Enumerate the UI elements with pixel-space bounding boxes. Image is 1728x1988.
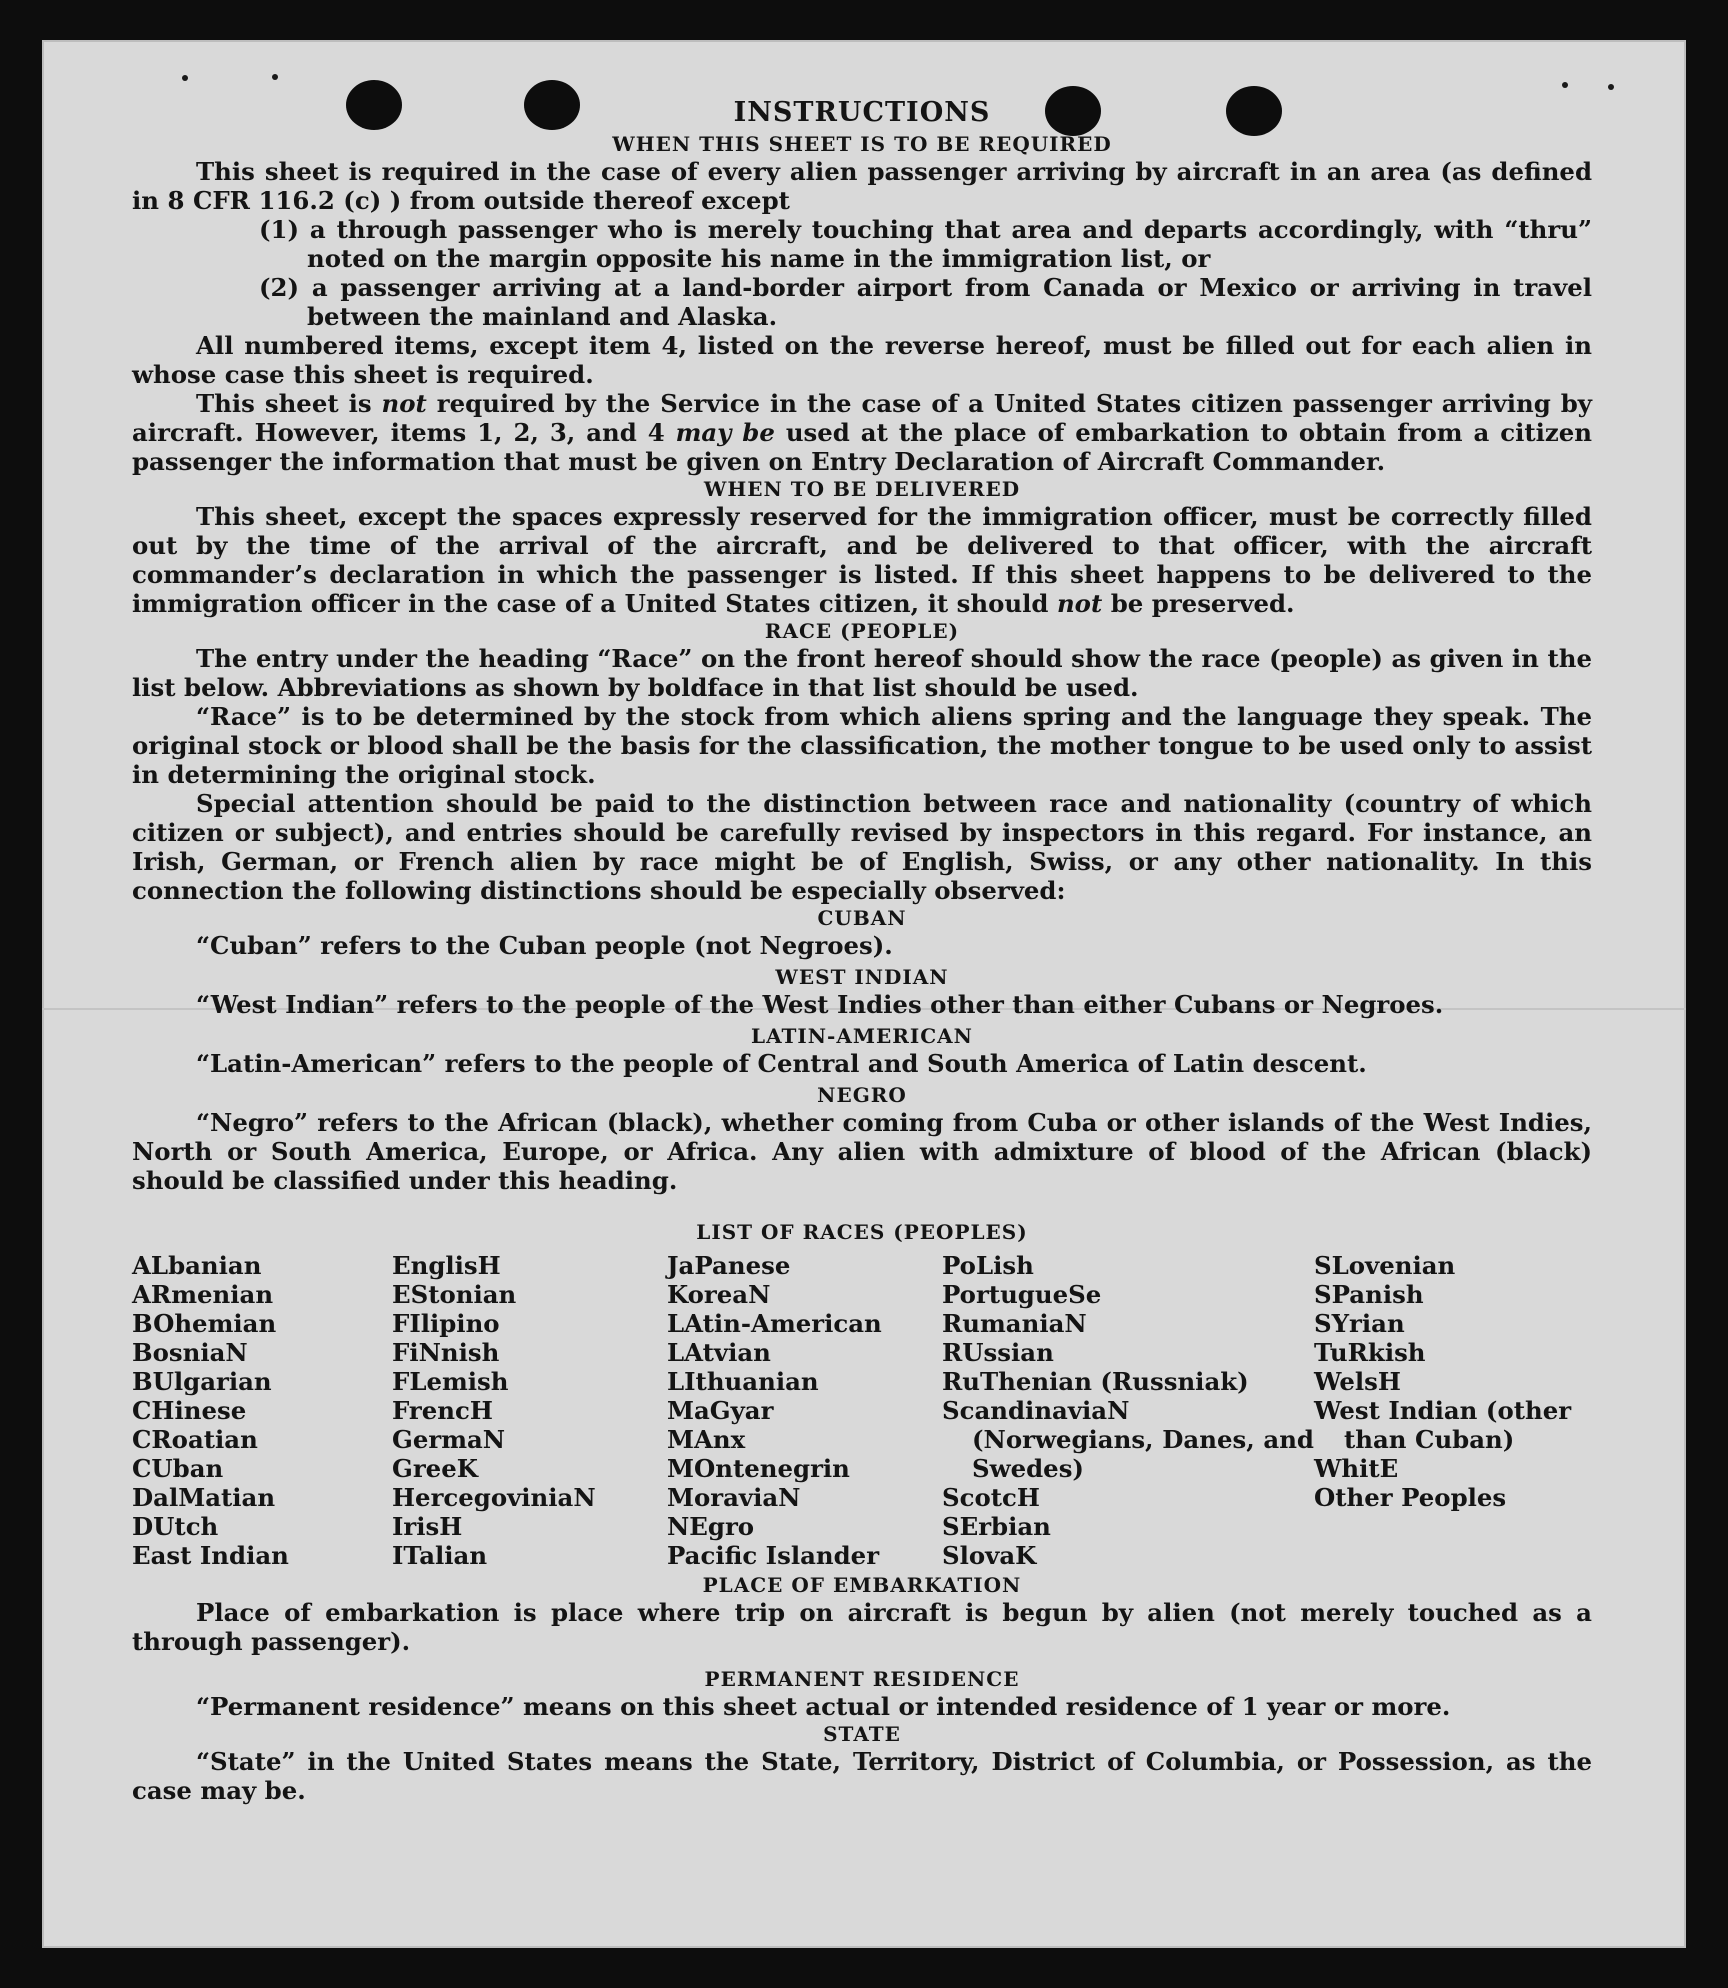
heading-when-required: WHEN THIS SHEET IS TO BE REQUIRED bbox=[612, 132, 1112, 156]
race-item: BUlgarian bbox=[132, 1367, 272, 1396]
place-of-embarkation-text: Place of embarkation is place where trip on aircraft is begun by alien (not merely touched as a through passenger). bbox=[132, 1598, 1592, 1656]
race-item: BosniaN bbox=[132, 1338, 248, 1367]
state-text: “State” in the United States means the State, Territory, District of Columbia, or Possession, as the case may be. bbox=[132, 1747, 1592, 1805]
delivered-text-not: not bbox=[1056, 589, 1103, 618]
race-item: IrisH bbox=[392, 1512, 463, 1541]
page-title: INSTRUCTIONS bbox=[733, 97, 991, 128]
race-item: MOntenegrin bbox=[667, 1454, 850, 1483]
race-item: MaGyar bbox=[667, 1396, 774, 1425]
speck bbox=[272, 74, 278, 80]
race-item: Other Peoples bbox=[1314, 1483, 1507, 1512]
race-item: CUban bbox=[132, 1454, 224, 1483]
race-item: SlovaK bbox=[942, 1541, 1037, 1570]
race-item: DUtch bbox=[132, 1512, 219, 1541]
race-paragraph-1: The entry under the heading “Race” on the front hereof should show the race (people) as given in the list below. Abbreviations as shown by boldface in that list should be used. bbox=[132, 644, 1592, 702]
race-item: ALbanian bbox=[132, 1251, 262, 1280]
race-item: ScandinaviaN (Norwegians, Danes, and Swedes) bbox=[942, 1396, 1314, 1483]
document-sheet bbox=[42, 40, 1686, 1948]
race-item: PoLish bbox=[942, 1251, 1034, 1280]
citizen-text-b: required by the Service in the case of a United States citizen passenger arriving by aircraft. However, items 1, 2, 3, and 4 bbox=[132, 389, 1592, 447]
delivered-text-b: be preserved. bbox=[1110, 589, 1295, 618]
race-item: HercegoviniaN bbox=[392, 1483, 596, 1512]
heading-state: STATE bbox=[823, 1722, 901, 1746]
heading-place-of-embarkation: PLACE OF EMBARKATION bbox=[702, 1573, 1022, 1597]
race-item: SLovenian bbox=[1314, 1251, 1456, 1280]
heading-west-indian: WEST INDIAN bbox=[775, 965, 949, 989]
race-item: DalMatian bbox=[132, 1483, 276, 1512]
citizen-paragraph bbox=[132, 389, 1592, 476]
numbered-items-paragraph: All numbered items, except item 4, listed on the reverse hereof, must be filled out for each alien in whose case this sheet is required. bbox=[132, 331, 1592, 389]
speck bbox=[1608, 84, 1614, 90]
race-item: ScotcH bbox=[942, 1483, 1040, 1512]
race-item: SErbian bbox=[942, 1512, 1051, 1541]
race-item: LAtin-American bbox=[667, 1309, 882, 1338]
race-item: FiNnish bbox=[392, 1338, 500, 1367]
race-item: ARmenian bbox=[132, 1280, 274, 1309]
heading-permanent-residence: PERMANENT RESIDENCE bbox=[704, 1667, 1020, 1691]
permanent-residence-text: “Permanent residence” means on this sheet actual or intended residence of 1 year or more. bbox=[196, 1692, 1451, 1721]
exception-item-2: (2) a passenger arriving at a land-border airport from Canada or Mexico or arriving in travel between the mainland and Alaska. bbox=[259, 273, 1592, 331]
cuban-text: “Cuban” refers to the Cuban people (not Negroes). bbox=[196, 931, 893, 960]
heading-negro: NEGRO bbox=[817, 1083, 907, 1107]
instructions-content bbox=[132, 98, 1592, 1805]
heading-latin-american: LATIN-AMERICAN bbox=[751, 1024, 973, 1048]
citizen-text-a: This sheet is bbox=[196, 389, 372, 418]
race-item: WhitE bbox=[1314, 1454, 1399, 1483]
speck bbox=[182, 75, 188, 81]
citizen-text-not: not bbox=[381, 389, 427, 418]
speck bbox=[1562, 82, 1568, 88]
race-item: KoreaN bbox=[667, 1280, 771, 1309]
race-item: NEgro bbox=[667, 1512, 755, 1541]
exception-item-1: (1) a through passenger who is merely touching that area and departs accordingly, with “thru” noted on the margin opposite his name in the immigration list, or bbox=[259, 215, 1592, 273]
race-item: West Indian (other than Cuban) bbox=[1314, 1396, 1572, 1454]
race-item: LAtvian bbox=[667, 1338, 771, 1367]
race-item: WelsH bbox=[1314, 1367, 1401, 1396]
races-column-3 bbox=[667, 1251, 942, 1570]
race-item: ITalian bbox=[392, 1541, 488, 1570]
race-item: TuRkish bbox=[1314, 1338, 1426, 1367]
citizen-text-c: used at the place of embarkation to obtain from a citizen passenger the information that must be given on Entry Declaration of Aircraft Commander. bbox=[132, 418, 1592, 476]
race-item: EnglisH bbox=[392, 1251, 501, 1280]
race-item: FIlipino bbox=[392, 1309, 500, 1338]
race-item: GermaN bbox=[392, 1425, 506, 1454]
when-delivered-paragraph bbox=[132, 502, 1592, 618]
citizen-text-maybe: may be bbox=[675, 418, 775, 447]
race-item: GreeK bbox=[392, 1454, 478, 1483]
race-item: RUssian bbox=[942, 1338, 1054, 1367]
race-item: SYrian bbox=[1314, 1309, 1405, 1338]
west-indian-text: “West Indian” refers to the people of the West Indies other than either Cubans or Negroes. bbox=[196, 990, 1444, 1019]
races-column-1 bbox=[132, 1251, 392, 1570]
race-item: East Indian bbox=[132, 1541, 289, 1570]
race-item: RuThenian (Russniak) bbox=[942, 1367, 1249, 1396]
race-item: EStonian bbox=[392, 1280, 517, 1309]
heading-race: RACE (PEOPLE) bbox=[764, 619, 960, 643]
races-column-4 bbox=[942, 1251, 1314, 1570]
races-column-5 bbox=[1314, 1251, 1592, 1570]
race-item: JaPanese bbox=[667, 1251, 791, 1280]
race-item: Pacific Islander bbox=[667, 1541, 880, 1570]
race-item: MoraviaN bbox=[667, 1483, 801, 1512]
race-item: CHinese bbox=[132, 1396, 247, 1425]
heading-cuban: CUBAN bbox=[817, 906, 907, 930]
race-item: PortugueSe bbox=[942, 1280, 1102, 1309]
race-paragraph-2: “Race” is to be determined by the stock from which aliens spring and the language they speak. The original stock or blood shall be the basis for the classification, the mother tongue to be used only to assist in determining the original stock. bbox=[132, 702, 1592, 789]
races-list bbox=[132, 1251, 1592, 1570]
race-item: RumaniaN bbox=[942, 1309, 1087, 1338]
heading-when-delivered: WHEN TO BE DELIVERED bbox=[703, 477, 1021, 501]
race-item: MAnx bbox=[667, 1425, 746, 1454]
latin-american-text: “Latin-American” refers to the people of Central and South America of Latin descent. bbox=[196, 1049, 1367, 1078]
race-item: LIthuanian bbox=[667, 1367, 819, 1396]
race-item: SPanish bbox=[1314, 1280, 1424, 1309]
negro-text: “Negro” refers to the African (black), whether coming from Cuba or other islands of the West Indies, North or South America, Europe, or Africa. Any alien with admixture of blood of the African (black) should be classified under this heading. bbox=[132, 1108, 1592, 1195]
race-item: CRoatian bbox=[132, 1425, 258, 1454]
races-column-2 bbox=[392, 1251, 667, 1570]
race-item: BOhemian bbox=[132, 1309, 277, 1338]
race-paragraph-3: Special attention should be paid to the distinction between race and nationality (country of which citizen or subject), and entries should be carefully revised by inspectors in this regard. For instance, an Irish, German, or French alien by race might be of English, Swiss, or any other nationality. In this connection the following distinctions should be especially observed: bbox=[132, 789, 1592, 905]
race-item: FLemish bbox=[392, 1367, 509, 1396]
heading-list-of-races: LIST OF RACES (PEOPLES) bbox=[696, 1220, 1028, 1244]
delivered-text-a: This sheet, except the spaces expressly reserved for the immigration officer, must be correctly filled out by the time of the arrival of the aircraft, and be delivered to that officer, with the aircraft commander’s declaration in which the passenger is listed. If this sheet happens to be delivered to the immigration officer in the case of a United States citizen, it should bbox=[132, 502, 1592, 618]
race-item: FrencH bbox=[392, 1396, 493, 1425]
when-required-paragraph: This sheet is required in the case of every alien passenger arriving by aircraft in an area (as defined in 8 CFR 116.2 (c) ) from outside thereof except bbox=[132, 157, 1592, 215]
